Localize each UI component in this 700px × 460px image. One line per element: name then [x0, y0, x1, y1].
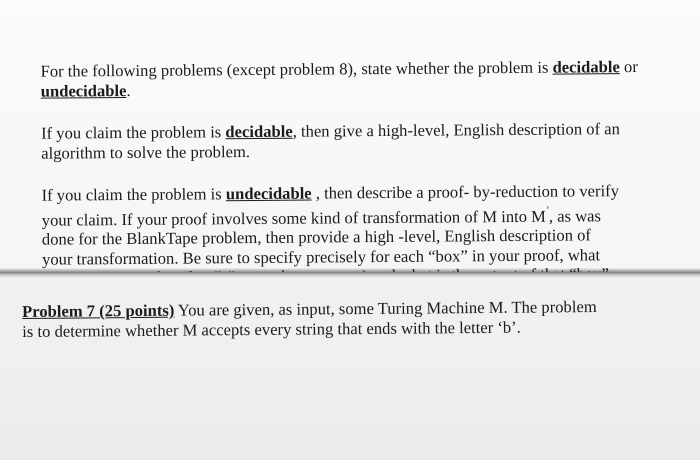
text-line: algorithm to solve the problem. [41, 141, 251, 163]
text-line [41, 76, 638, 100]
problem-7 [22, 297, 597, 342]
text-line: is to determine whether M accepts every string that ends with the letter ‘b’. [22, 317, 521, 341]
undecidable-term: undecidable [40, 80, 127, 101]
text-line: done for the BlankTape problem, then provide a high -level, English description of [41, 225, 591, 249]
undecidable-term: undecidable [225, 183, 312, 204]
text-run: For the following problems (except problem 8), state whether the problem is [40, 57, 553, 81]
text-run: If you claim the problem is [41, 184, 226, 205]
text-run: . [126, 80, 131, 100]
instructions-paragraph-1 [40, 57, 638, 101]
decidable-term: decidable [225, 121, 293, 142]
text-run: If you claim the problem is [40, 122, 226, 143]
paper-fold-edge [0, 268, 700, 278]
instructions-paragraph-2 [41, 119, 620, 163]
problem-heading: Problem 7 (25 points) [22, 300, 175, 321]
text-run: You are given, as input, some Turing Machine M. The problem [174, 296, 597, 320]
text-line: your transformation. Be sure to specify precisely for each “box” in your proof, what [41, 244, 601, 269]
text-run: or [619, 56, 638, 77]
text-run: , then give a high-level, English description of an [292, 119, 620, 141]
text-run: , then describe a proof- by-reduction to verify [311, 181, 620, 203]
text-run: , as was [548, 205, 602, 226]
text-run: your claim. If your proof involves some kind of transformation of M into M [41, 206, 546, 230]
prime-mark: ' [546, 204, 549, 217]
decidable-term: decidable [552, 57, 620, 77]
